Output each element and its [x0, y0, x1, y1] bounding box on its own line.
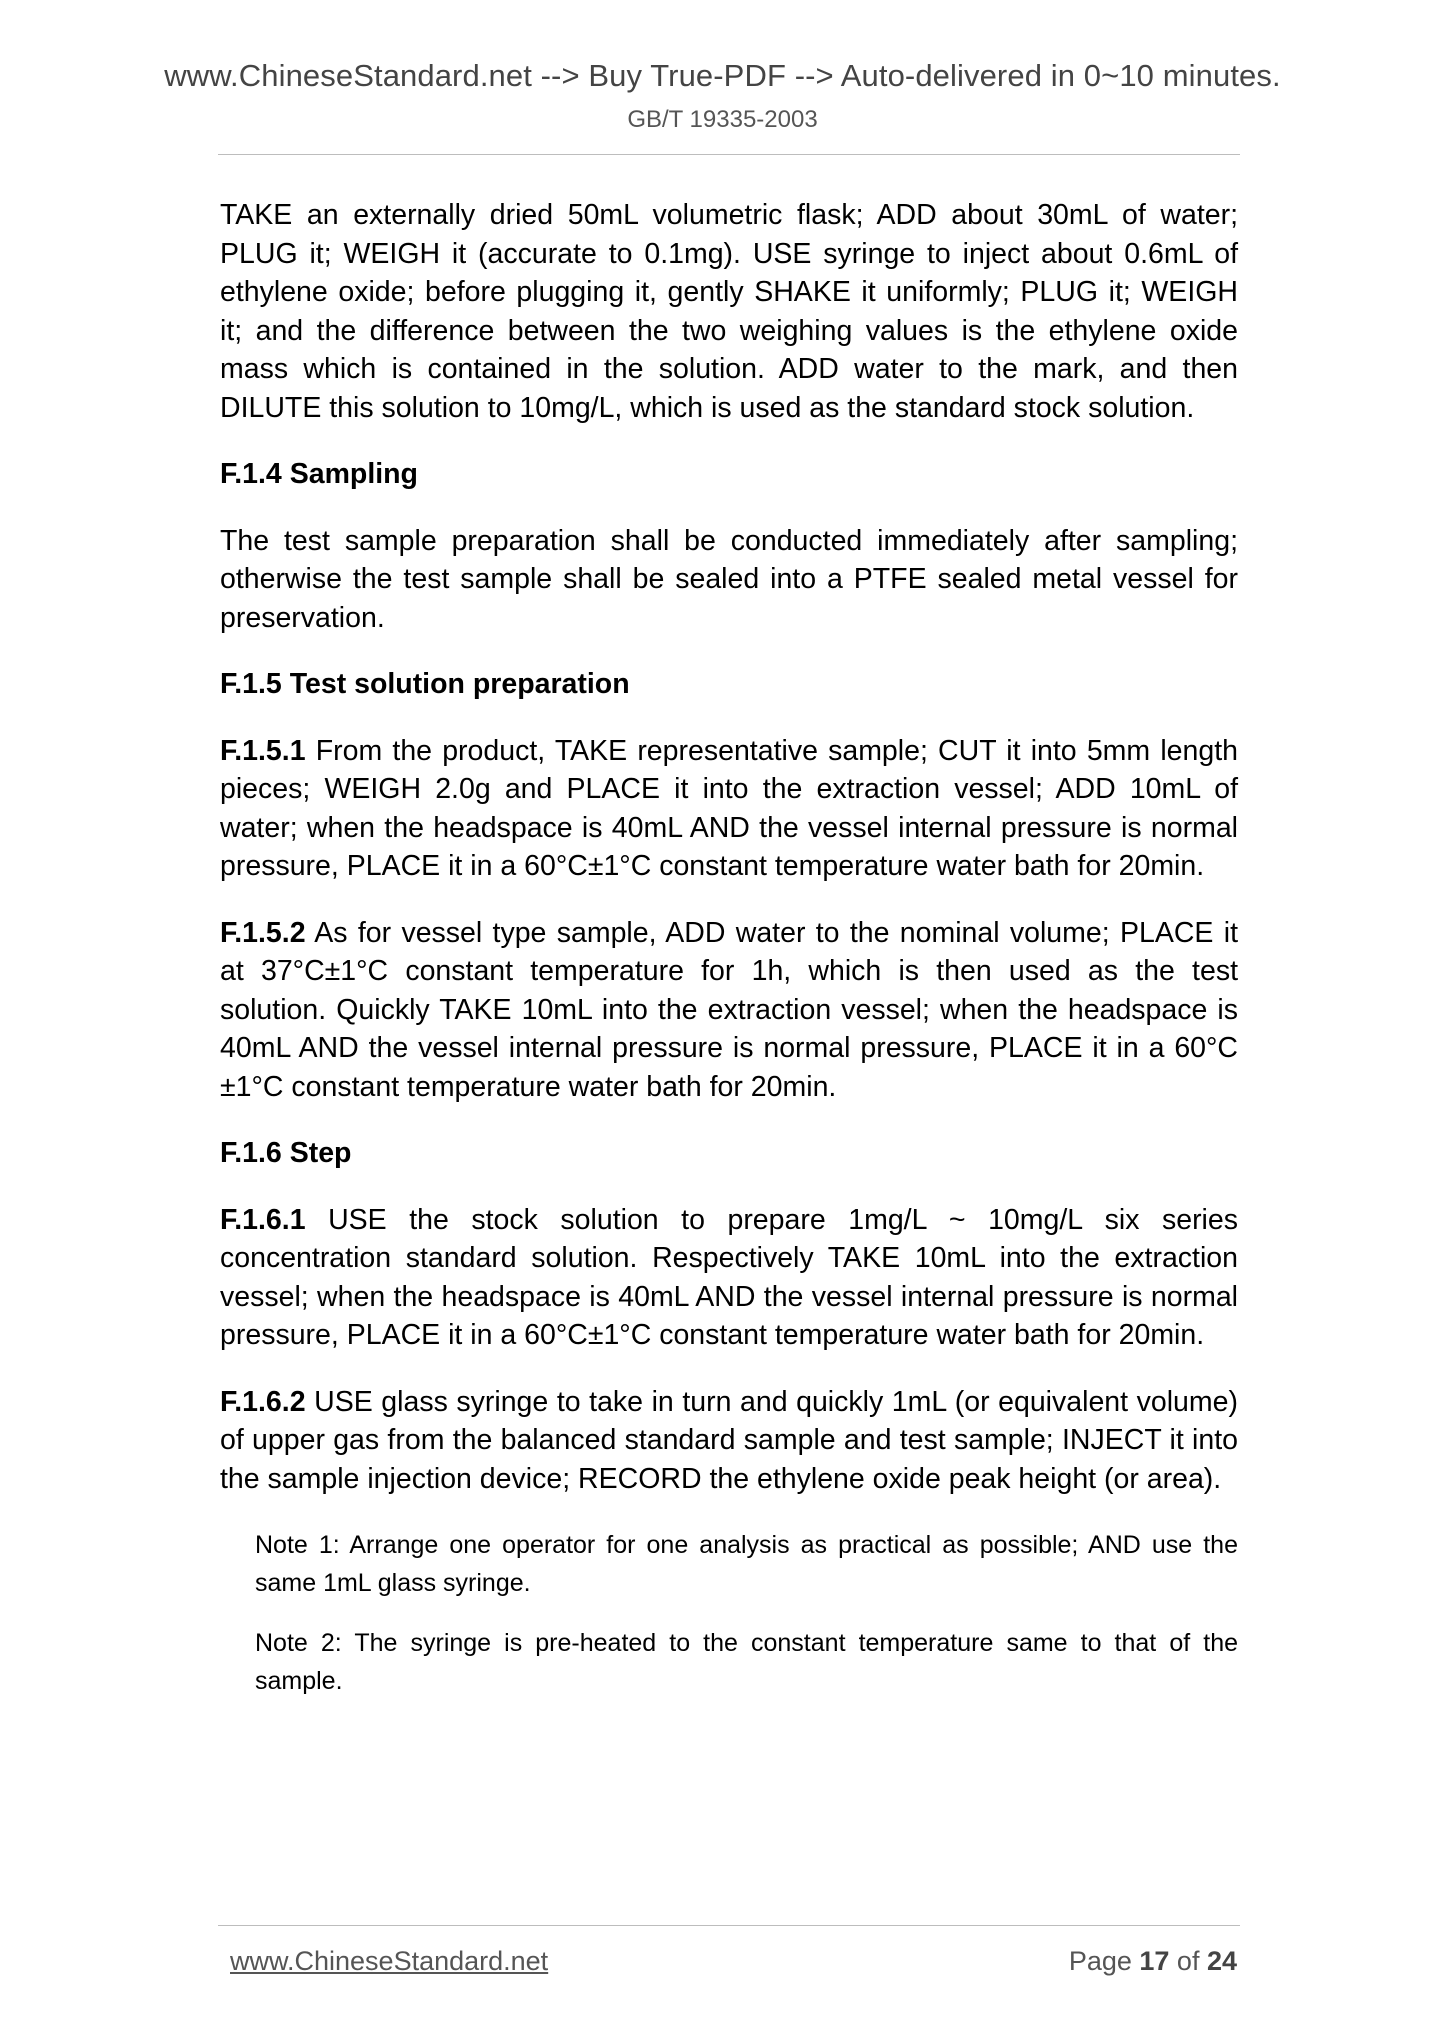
section-heading-f16: F.1.6 Step: [220, 1137, 352, 1169]
note-1: Note 1: Arrange one operator for one analysis as practical as possible; AND use the same 1mL glass syringe.: [255, 1531, 1238, 1597]
page-total: 24: [1206, 1946, 1237, 1976]
clause-f151: [220, 732, 1238, 886]
page-label: Page: [1068, 1946, 1140, 1976]
clause-text: USE glass syringe to take in turn and quickly 1mL (or equivalent volume) of upper gas from the balanced standard sample and test sample; INJECT it into the sample injection device; RECORD the ethylene oxide peak height (or area).: [220, 1385, 1238, 1495]
note-2: Note 2: The syringe is pre-heated to the constant temperature same to that of the sample.: [255, 1629, 1238, 1695]
header-divider: [218, 154, 1240, 155]
clause-f162: [220, 1383, 1238, 1499]
clause-number: F.1.5.2: [220, 916, 306, 949]
page-indicator: [1069, 1946, 1237, 1977]
page-of-label: of: [1169, 1946, 1207, 1976]
clause-number: F.1.5.1: [220, 734, 306, 767]
section-heading-f14: F.1.4 Sampling: [220, 458, 418, 490]
page-current: 17: [1139, 1946, 1170, 1976]
clause-text: As for vessel type sample, ADD water to the nominal volume; PLACE it at 37°C±1°C constant temperature for 1h, which is then used as the test solution. Quickly TAKE 10mL into the extraction vessel; when the headspace is 40mL AND the vessel internal pressure is normal pressure, PLACE it in a 60°C ±1°C constant temperature water bath for 20min.: [220, 916, 1238, 1103]
clause-f161: [220, 1201, 1238, 1355]
clause-text: From the product, TAKE representative sample; CUT it into 5mm length pieces; WEIGH 2.0g and PLACE it into the extraction vessel; ADD 10mL of water; when the headspace is 40mL AND the vessel internal pressure is normal pressure, PLACE it in a 60°C±1°C constant temperature water bath for 20min.: [220, 734, 1238, 882]
clause-text: USE the stock solution to prepare 1mg/L ~ 10mg/L six series concentration standard solution. Respectively TAKE 10mL into the extraction vessel; when the headspace is 40mL AND the vessel internal pressure is normal pressure, PLACE it in a 60°C±1°C constant temperature water bath for 20min.: [220, 1203, 1238, 1351]
section-f14-paragraph: The test sample preparation shall be conducted immediately after sampling; otherwise the test sample shall be sealed into a PTFE sealed metal vessel for preservation.: [220, 524, 1238, 634]
clause-number: F.1.6.1: [220, 1203, 306, 1236]
standard-code: GB/T 19335-2003: [627, 106, 818, 133]
clause-f152: [220, 914, 1238, 1107]
document-body: [220, 196, 1238, 1722]
footer-divider: [218, 1925, 1240, 1926]
clause-number: F.1.6.2: [220, 1385, 306, 1418]
footer-site-link[interactable]: www.ChineseStandard.net: [230, 1946, 549, 1976]
header-banner: www.ChineseStandard.net --> Buy True-PDF --> Auto-delivered in 0~10 minutes.: [164, 58, 1281, 93]
section-heading-f15: F.1.5 Test solution preparation: [220, 668, 630, 700]
intro-paragraph: TAKE an externally dried 50mL volumetric flask; ADD about 30mL of water; PLUG it; WEIGH it (accurate to 0.1mg). USE syringe to inject about 0.6mL of ethylene oxide; before plugging it, gently SHAKE it uniformly; PLUG it; WEIGH it; and the difference between the two weighing values is the ethylene oxide mass which is contained in the solution. ADD water to the mark, and then DILUTE this solution to 10mg/L, which is used as the standard stock solution.: [220, 199, 1238, 424]
